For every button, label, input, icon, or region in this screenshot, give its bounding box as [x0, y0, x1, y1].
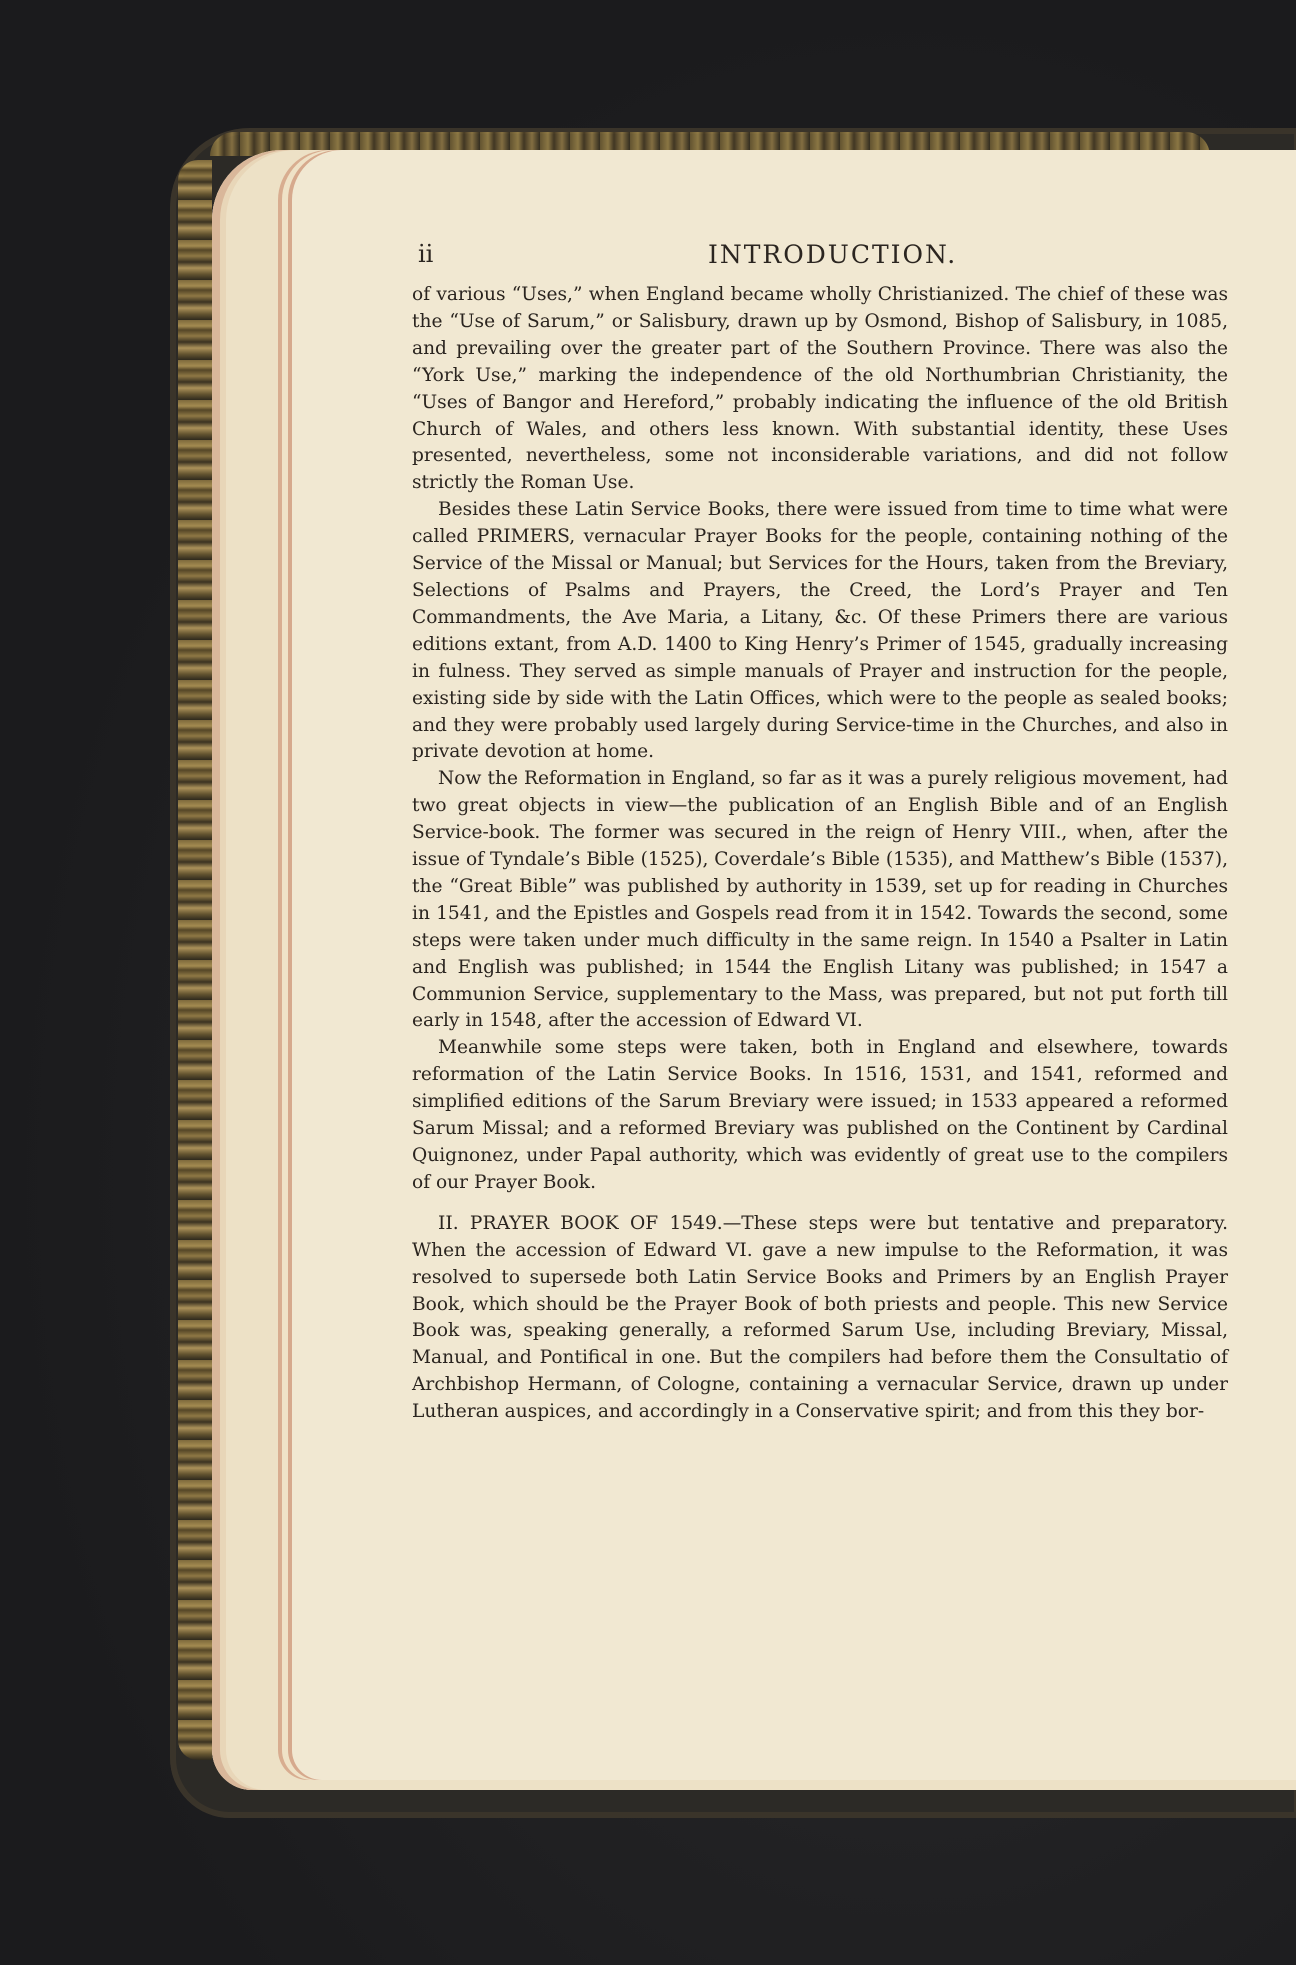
paragraph-uses: of various “Uses,” when England became wholly Christianized. The chief of these was the “Use of Sarum,” or Salisbury, drawn up by Osmond, Bishop of Salisbury, in 1085, and prevailing over the greater part of the Southern Province. There was also the “York Use,” marking the independence of the old Northumbrian Christianity, the “Uses of Bangor and Hereford,” probably indicating the influence of the old British Church of Wales, and others less known. With substantial identity, these Uses presented, nevertheless, some not inconsiderable variations, and did not follow strictly the Roman Use.	[412, 284, 1228, 494]
running-head	[418, 240, 1238, 274]
paragraph-reformation: Now the Reformation in England, so far as it was a purely religious movement, had two great objects in view—the publication of an English Bible and of an English Service-book. The former was secured in the reign of Henry VIII., when, after the issue of Tyndale’s Bible (1525), Coverdale’s Bible (1535), and Matthew’s Bible (1537), the “Great Bible” was published by authority in 1539, set up for reading in Churches in 1541, and the Epistles and Gospels read from it in 1542. Towards the second, some steps were taken under much difficulty in the same reign. In 1540 a Psalter in Latin and English was published; in 1544 the English Litany was published; in 1547 a Communion Service, supplementary to the Mass, was prepared, but not put forth till early in 1548, after the accession of Edward VI.	[412, 768, 1228, 1032]
running-head-title: INTRODUCTION.	[708, 240, 958, 269]
page-number: ii	[418, 240, 434, 268]
paragraph-prayer-book-1549: II. PRAYER BOOK OF 1549.—These steps were but tentative and preparatory. When the accession of Edward VI. gave a new impulse to the Reformation, it was resolved to supersede both Latin Service Books and Primers by an English Prayer Book, which should be the Prayer Book of both priests and people. This new Service Book was, speaking generally, a reformed Sarum Use, including Breviary, Missal, Manual, and Pontifical in one. But the compilers had before them the Consultatio of Archbishop Hermann, of Cologne, containing a vernacular Service, drawn up under Lutheran auspices, and accordingly in a Conservative spirit; and from this they bor-	[412, 1212, 1228, 1423]
paragraph-latin-books: Meanwhile some steps were taken, both in England and elsewhere, towards reformation of the Latin Service Books. In 1516, 1531, and 1541, reformed and simplified editions of the Sarum Breviary were issued; in 1533 appeared a reformed Sarum Missal; and a reformed Breviary was published on the Continent by Cardinal Quignonez, under Papal authority, which was evidently of great use to the compilers of our Prayer Book.	[412, 1037, 1228, 1193]
paragraph-primers: Besides these Latin Service Books, there were issued from time to time what were called PRIMERS, vernacular Prayer Books for the people, containing nothing of the Service of the Missal or Manual; but Services for the Hours, taken from the Breviary, Selections of Psalms and Prayers, the Creed, the Lord’s Prayer and Ten Commandments, the Ave Maria, a Litany, &c. Of these Primers there are various editions extant, from A.D. 1400 to King Henry’s Primer of 1545, gradually increasing in fulness. They served as simple manuals of Prayer and instruction for the people, existing side by side with the Latin Offices, which were to the people as sealed books; and they were probably used largely during Service-time in the Churches, and also in private devotion at home.	[412, 499, 1228, 763]
gilt-spine-edge	[178, 160, 212, 1760]
body-text	[412, 282, 1228, 1426]
